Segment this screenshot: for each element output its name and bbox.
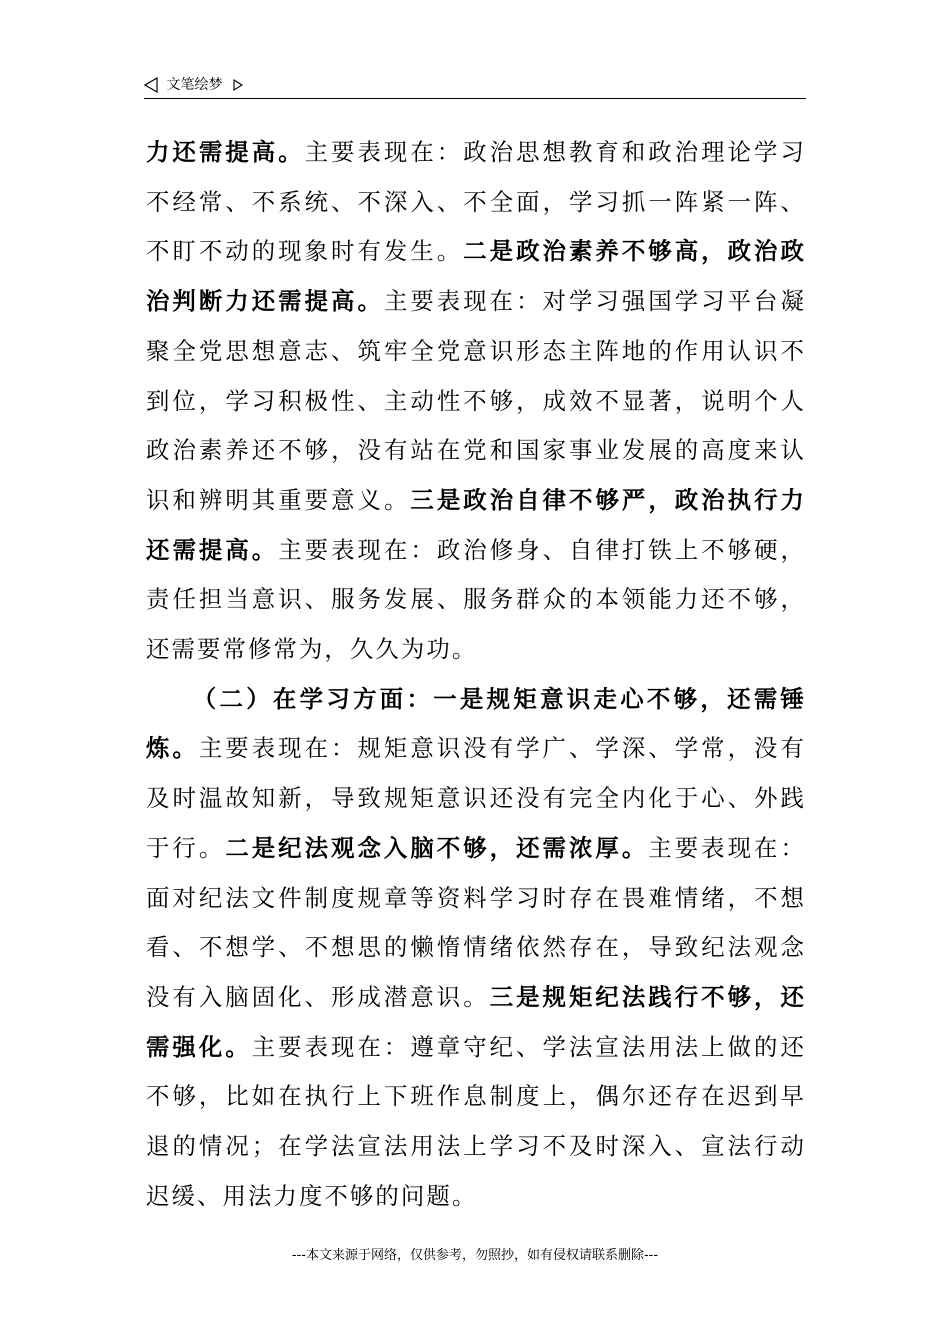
text-run: 主要表现在：政治思想教育和政治理论学习不经常、不系统、不深入、不全面，学习抓一阵紧一阵、不盯不动的现象时有发生。 — [146, 138, 806, 266]
bold-heading-run: 二是政治素养不够高，政治政治判断力还需提高。 — [146, 237, 806, 316]
body-text — [146, 128, 806, 1221]
footer-notice: ---本文来源于网络，仅供参考，勿照抄，如有侵权请联系删除--- — [291, 1248, 659, 1263]
paragraph — [146, 675, 806, 1222]
bold-heading-run: （二）在学习方面：一是规矩意识走心不够，还需锤炼。 — [146, 684, 806, 763]
triangle-left-icon — [144, 77, 158, 93]
bold-heading-run: 力还需提高。 — [146, 138, 305, 166]
paragraph — [146, 128, 806, 675]
bold-heading-run: 三是政治自律不够严，政治执行力还需提高。 — [146, 485, 807, 564]
bold-heading-run: 二是纪法观念入脑不够，还需浓厚。 — [225, 833, 649, 862]
page-header — [144, 74, 806, 96]
header-brand: 文笔绘梦 — [166, 77, 223, 93]
bold-heading-run: 三是规矩纪法践行不够，还需强化。 — [146, 982, 806, 1061]
text-run: 主要表现在：对学习强国学习平台凝聚全党思想意志、筑牢全党意识形态主阵地的作用认识不到位，学习积极性、主动性不够，成效不显著，说明个人政治素养还不够，没有站在党和国家事业发展的高度来认识和辨明其重要意义。 — [146, 287, 806, 514]
text-run: 主要表现在：遵章守纪、学法宣法用法上做的还不够，比如在执行上下班作息制度上，偶尔还存在迟到早退的情况；在学法宣法用法上学习不及时深入、宣法行动迟缓、用法力度不够的问题。 — [146, 1032, 806, 1210]
text-run: 主要表现在：面对纪法文件制度规章等资料学习时存在畏难情绪，不想看、不想学、不想思的懒惰情绪依然存在，导致纪法观念没有入脑固化、形成潜意识。 — [146, 833, 806, 1011]
triangle-right-icon — [233, 79, 243, 91]
text-run: 主要表现在：政治修身、自律打铁上不够硬，责任担当意识、服务发展、服务群众的本领能力还不够，还需要常修常为，久久为功。 — [146, 535, 807, 664]
text-run: 主要表现在：规矩意识没有学广、学深、学常，没有及时温故知新，导致规矩意识还没有完全内化于心、外践于行。 — [146, 734, 806, 862]
header-divider — [144, 98, 806, 99]
